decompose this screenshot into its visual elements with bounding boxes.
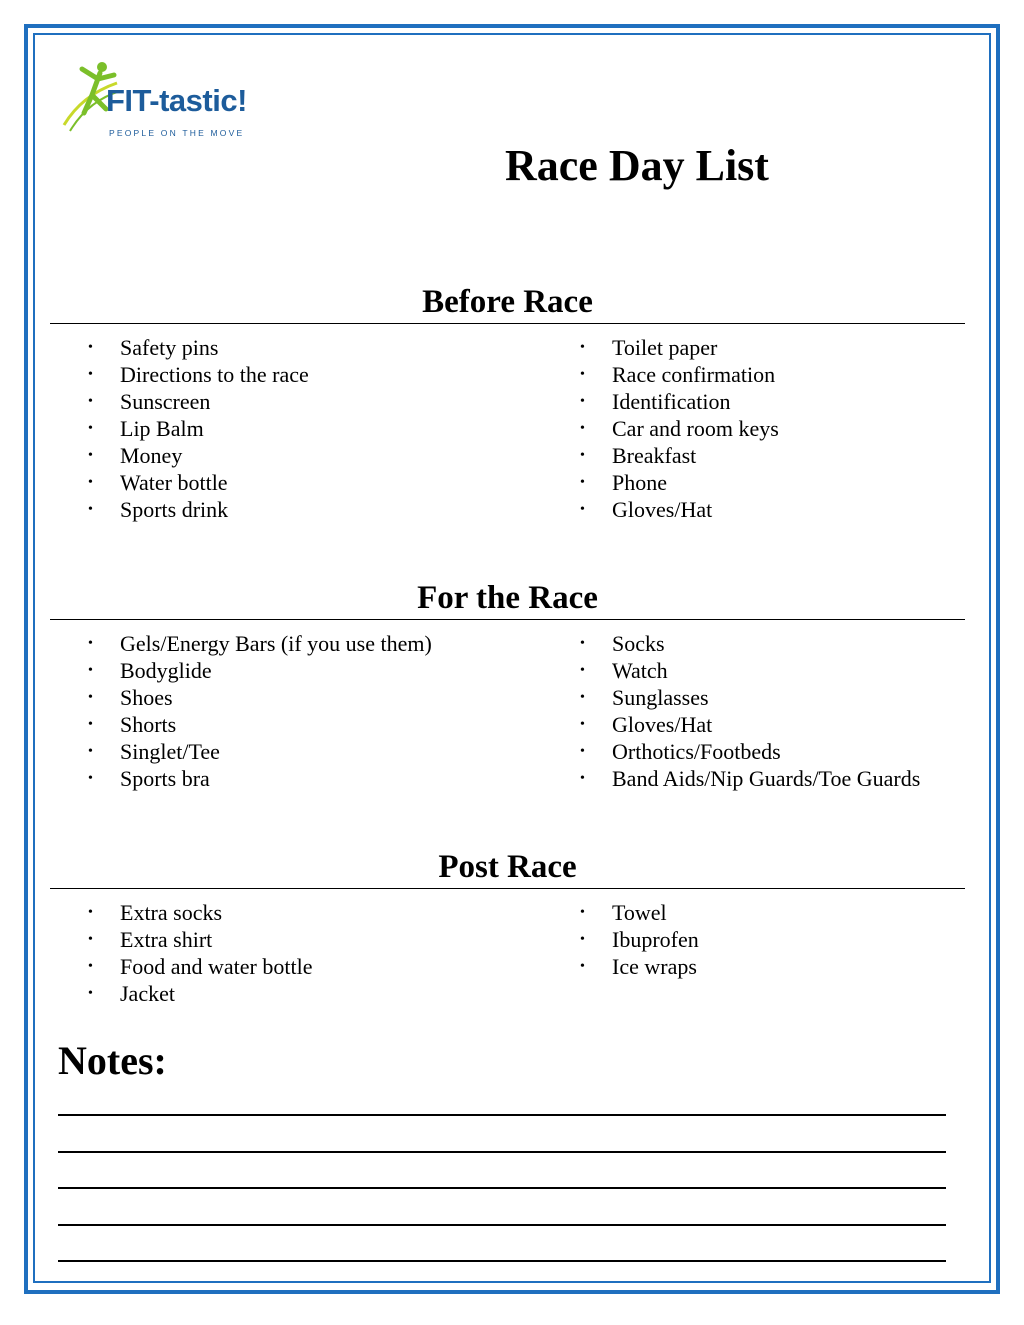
checklist-item <box>86 469 309 496</box>
checklist-item <box>86 361 309 388</box>
bullet-icon: • <box>88 905 93 920</box>
bullet-icon: • <box>88 394 93 409</box>
checklist-item <box>578 899 699 926</box>
checklist-item-label: Money <box>120 443 183 468</box>
checklist-item-label: Band Aids/Nip Guards/Toe Guards <box>612 766 921 791</box>
section-heading: Post Race <box>50 848 965 889</box>
checklist-item-label: Bodyglide <box>120 658 212 683</box>
bullet-icon: • <box>580 905 585 920</box>
checklist-item-label: Ibuprofen <box>612 927 699 952</box>
checklist-item-label: Socks <box>612 631 665 656</box>
bullet-icon: • <box>580 717 585 732</box>
checklist-item-label: Race confirmation <box>612 362 776 387</box>
notes-writing-line[interactable] <box>58 1224 946 1226</box>
bullet-icon: • <box>580 663 585 678</box>
bullet-icon: • <box>580 502 585 517</box>
checklist-item <box>578 684 920 711</box>
checklist-item-label: Ice wraps <box>612 954 697 979</box>
checklist-item-label: Sports drink <box>120 497 229 522</box>
checklist-right-column <box>578 630 920 792</box>
checklist-item <box>578 334 779 361</box>
notes-writing-line[interactable] <box>58 1187 946 1189</box>
checklist-item <box>578 496 779 523</box>
checklist-item-label: Extra socks <box>120 900 223 925</box>
checklist-left-column <box>86 334 309 523</box>
checklist-item <box>578 388 779 415</box>
bullet-icon: • <box>580 690 585 705</box>
bullet-icon: • <box>88 663 93 678</box>
bullet-icon: • <box>88 502 93 517</box>
bullet-icon: • <box>88 340 93 355</box>
checklist-item-label: Food and water bottle <box>120 954 313 979</box>
checklist-item-label: Watch <box>612 658 668 683</box>
checklist-item <box>86 899 312 926</box>
checklist-item <box>86 334 309 361</box>
checklist-item-label: Gloves/Hat <box>612 712 713 737</box>
checklist-item <box>86 657 432 684</box>
bullet-icon: • <box>580 421 585 436</box>
logo-tagline: PEOPLE ON THE MOVE <box>109 128 245 138</box>
checklist-item <box>86 630 432 657</box>
section-post-race <box>50 848 965 1089</box>
checklist-item-label: Toilet paper <box>612 335 718 360</box>
checklist-item <box>86 711 432 738</box>
bullet-icon: • <box>88 986 93 1001</box>
checklist-item-label: Water bottle <box>120 470 228 495</box>
checklist-item <box>578 442 779 469</box>
checklist-item-label: Extra shirt <box>120 927 213 952</box>
checklist-item-label: Towel <box>612 900 667 925</box>
checklist-item-label: Jacket <box>120 981 175 1006</box>
checklist-item-label: Orthotics/Footbeds <box>612 739 781 764</box>
bullet-icon: • <box>88 771 93 786</box>
bullet-icon: • <box>88 367 93 382</box>
checklist-item-label: Sunglasses <box>612 685 709 710</box>
checklist-item-label: Breakfast <box>612 443 697 468</box>
bullet-icon: • <box>580 448 585 463</box>
checklist-item-label: Gels/Energy Bars (if you use them) <box>120 631 432 656</box>
checklist-item-label: Phone <box>612 470 667 495</box>
section-for-the-race <box>50 579 965 820</box>
checklist-item-label: Identification <box>612 389 731 414</box>
bullet-icon: • <box>580 636 585 651</box>
bullet-icon: • <box>580 394 585 409</box>
checklist-item-label: Shorts <box>120 712 177 737</box>
notes-heading: Notes: <box>58 1038 167 1083</box>
checklist-item <box>86 442 309 469</box>
checklist-item <box>578 953 699 980</box>
checklist-item-label: Gloves/Hat <box>612 497 713 522</box>
checklist-left-column <box>86 630 432 792</box>
checklist-item-label: Sports bra <box>120 766 210 791</box>
notes-writing-line[interactable] <box>58 1260 946 1262</box>
bullet-icon: • <box>88 421 93 436</box>
fit-tastic-logo <box>62 55 272 140</box>
checklist-item <box>86 415 309 442</box>
checklist-item-label: Car and room keys <box>612 416 779 441</box>
checklist-item <box>86 684 432 711</box>
checklist-item-label: Safety pins <box>120 335 219 360</box>
notes-writing-line[interactable] <box>58 1114 946 1116</box>
section-heading: Before Race <box>50 283 965 324</box>
checklist-item <box>578 765 920 792</box>
bullet-icon: • <box>580 340 585 355</box>
bullet-icon: • <box>580 959 585 974</box>
section-heading: For the Race <box>50 579 965 620</box>
checklist-item <box>86 388 309 415</box>
checklist-right-column <box>578 334 779 523</box>
bullet-icon: • <box>88 932 93 947</box>
bullet-icon: • <box>88 690 93 705</box>
checklist-item <box>86 496 309 523</box>
checklist-item-label: Singlet/Tee <box>120 739 220 764</box>
bullet-icon: • <box>88 636 93 651</box>
bullet-icon: • <box>88 959 93 974</box>
checklist-item <box>86 738 432 765</box>
bullet-icon: • <box>88 744 93 759</box>
logo-wordmark: FIT-tastic! <box>106 83 247 118</box>
checklist-item <box>578 926 699 953</box>
checklist-item <box>86 980 312 1007</box>
checklist-item <box>578 469 779 496</box>
bullet-icon: • <box>580 367 585 382</box>
notes-writing-line[interactable] <box>58 1151 946 1153</box>
bullet-icon: • <box>88 717 93 732</box>
bullet-icon: • <box>580 771 585 786</box>
checklist-item-label: Directions to the race <box>120 362 309 387</box>
checklist-item <box>578 415 779 442</box>
checklist-item-label: Lip Balm <box>120 416 204 441</box>
checklist-item <box>86 953 312 980</box>
bullet-icon: • <box>580 744 585 759</box>
page-title: Race Day List <box>505 141 769 190</box>
checklist-item-label: Shoes <box>120 685 173 710</box>
section-before-race <box>50 283 965 524</box>
checklist-item <box>578 711 920 738</box>
bullet-icon: • <box>88 448 93 463</box>
checklist-item <box>578 738 920 765</box>
bullet-icon: • <box>580 932 585 947</box>
checklist-item-label: Sunscreen <box>120 389 211 414</box>
checklist-left-column <box>86 899 312 1007</box>
checklist-item <box>578 361 779 388</box>
checklist-item <box>86 926 312 953</box>
checklist-right-column <box>578 899 699 980</box>
checklist-item <box>578 657 920 684</box>
checklist-item <box>86 765 432 792</box>
checklist-item <box>578 630 920 657</box>
bullet-icon: • <box>580 475 585 490</box>
bullet-icon: • <box>88 475 93 490</box>
